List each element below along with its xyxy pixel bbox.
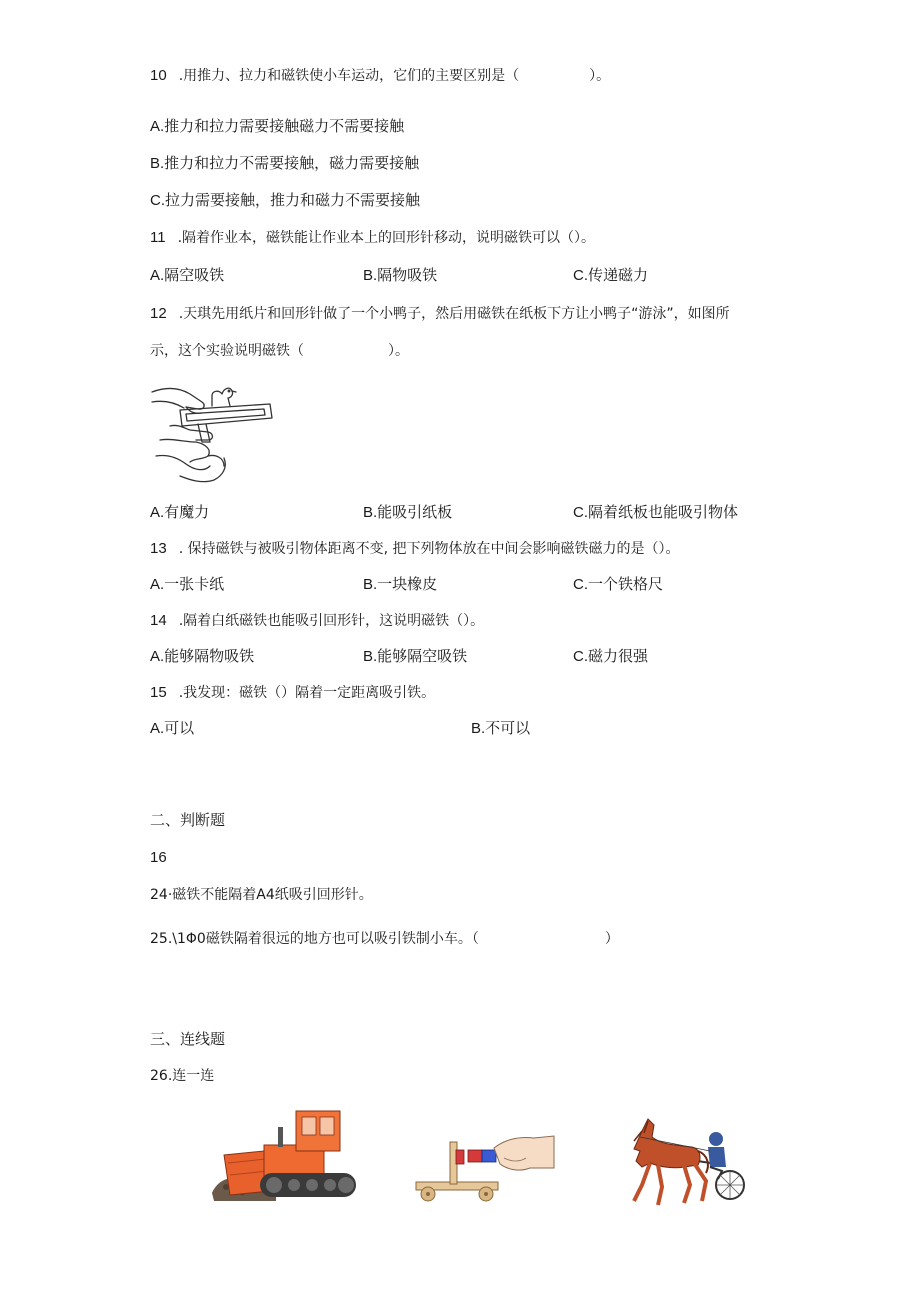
- q12-text-line1: .天琪先用纸片和回形针做了一个小鸭子，然后用磁铁在纸板下方让小鸭子“游泳”，如图所: [178, 306, 730, 322]
- q14-option-a[interactable]: A.能够隔物吸铁: [150, 648, 255, 665]
- q14-option-c[interactable]: C.磁力很强: [573, 648, 649, 665]
- q14-text: .隔着白纸磁铁也能吸引回形针，这说明磁铁（）。: [178, 613, 485, 629]
- q11-option-c[interactable]: C.传递磁力: [573, 267, 649, 284]
- q15-option-a[interactable]: A.可以: [150, 720, 195, 737]
- q12-number: 12: [150, 305, 167, 322]
- q10-stem: [150, 66, 610, 86]
- q12-option-a[interactable]: A.有魔力: [150, 504, 210, 521]
- horse-cart-image[interactable]: [614, 1115, 748, 1209]
- q13-option-a[interactable]: A.一张卡纸: [150, 576, 225, 593]
- q13-option-b[interactable]: B.一块橡皮: [363, 576, 438, 593]
- q26-text: 26.连一连: [150, 1068, 215, 1084]
- q11-option-b[interactable]: B.隔物吸铁: [363, 267, 438, 284]
- q11-number: 11: [150, 229, 166, 246]
- toy-car-push-image[interactable]: [412, 1128, 556, 1208]
- q25-text: 25.\1Φ0磁铁隔着很远的地方也可以吸引铁制小车。（ ）: [150, 931, 619, 947]
- q14-number: 14: [150, 612, 167, 629]
- q12-option-c[interactable]: C.隔着纸板也能吸引物体: [573, 504, 739, 521]
- section2-title: 二、判断题: [150, 811, 226, 829]
- q13-number: 13: [150, 540, 167, 557]
- q11-text: .隔着作业本，磁铁能让作业本上的回形针移动，说明磁铁可以（）。: [177, 230, 596, 246]
- q10-option-c[interactable]: C.拉力需要接触，推力和磁力不需要接触: [150, 192, 421, 209]
- q11-option-a[interactable]: A.隔空吸铁: [150, 267, 225, 284]
- q13-option-c[interactable]: C.一个铁格尺: [573, 576, 664, 593]
- q15-text: .我发现：磁铁（）隔着一定距离吸引铁。: [178, 685, 436, 701]
- bulldozer-image[interactable]: [212, 1105, 358, 1205]
- q10-option-a[interactable]: A.推力和拉力需要接触磁力不需要接触: [150, 118, 405, 135]
- q15-stem: [150, 683, 435, 703]
- q10-number: 10: [150, 67, 167, 84]
- q16-number: 16: [150, 849, 167, 866]
- q11-stem: [150, 228, 595, 248]
- q24-text: 24·磁铁不能隔着A4纸吸引回形针。: [150, 887, 373, 903]
- q13-stem: [150, 539, 680, 559]
- q12-stem: [150, 304, 730, 324]
- q14-stem: [150, 611, 484, 631]
- q14-option-b[interactable]: B.能够隔空吸铁: [363, 648, 468, 665]
- q12-option-b[interactable]: B.能吸引纸板: [363, 504, 453, 521]
- duck-experiment-figure: [150, 380, 275, 488]
- section3-title: 三、连线题: [150, 1030, 226, 1048]
- q10-text: .用推力、拉力和磁铁使小车运动，它们的主要区别是（ ）。: [178, 68, 611, 84]
- q15-option-b[interactable]: B.不可以: [471, 720, 531, 737]
- q10-option-b[interactable]: B.推力和拉力不需要接触，磁力需要接触: [150, 155, 420, 172]
- q12-text-line2: 示，这个实验说明磁铁（ ）。: [150, 343, 409, 359]
- q13-text: . 保持磁铁与被吸引物体距离不变, 把下列物体放在中间会影响磁铁磁力的是（）。: [178, 541, 680, 557]
- q15-number: 15: [150, 684, 167, 701]
